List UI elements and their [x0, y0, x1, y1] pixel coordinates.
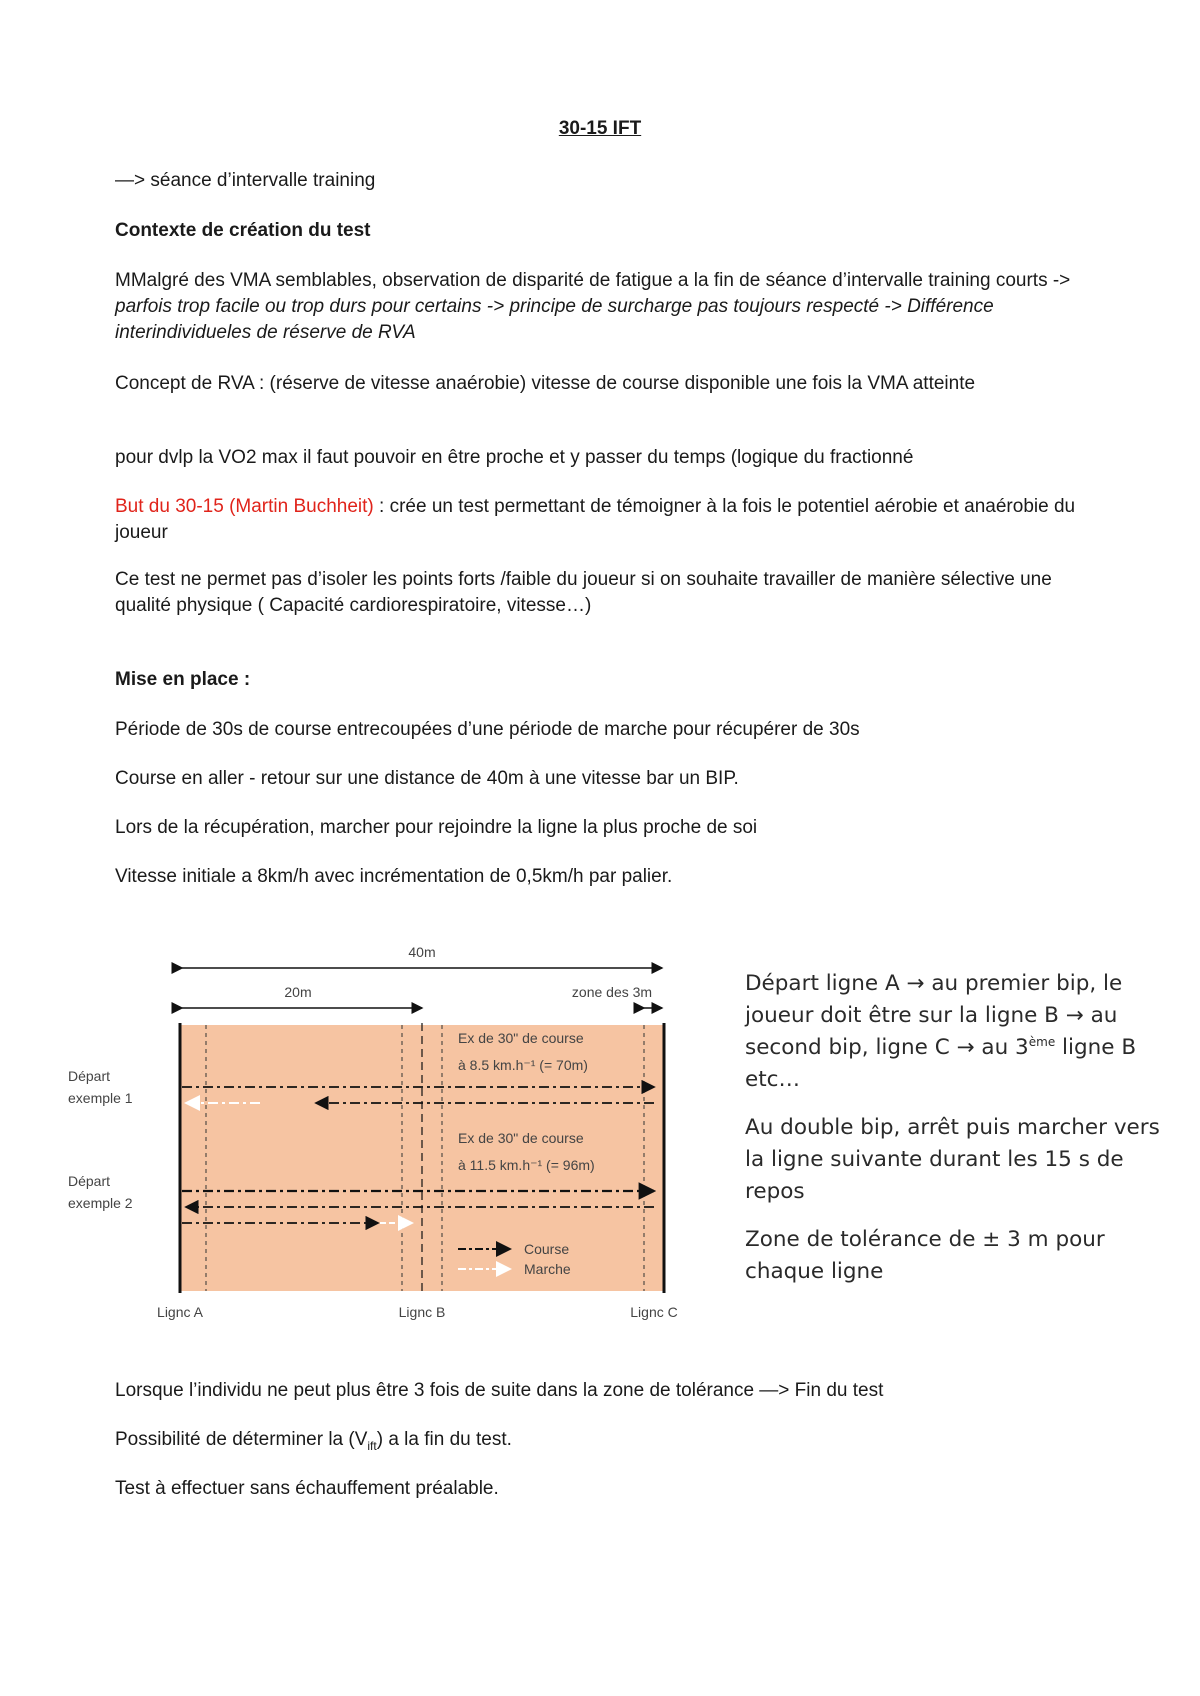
setup-item: Période de 30s de course entrecoupées d’une période de marche pour récupérer de 30s	[115, 719, 860, 740]
explanation-paragraph-2: Au double bip, arrêt puis marcher vers la ligne suivante durant les 15 s de repos	[745, 1115, 1160, 1204]
rva-paragraph: Concept de RVA : (réserve de vitesse anaérobie) vitesse de course disponible une fois la VMA atteinte	[115, 373, 976, 394]
end-paragraph: Lorsque l’individu ne peut plus être 3 fois de suite dans la zone de tolérance —> Fin du test	[115, 1380, 884, 1401]
subscript: ift	[367, 1438, 377, 1453]
explanation-paragraph-1	[745, 968, 1165, 1096]
legend-marche-label: Marche	[524, 1261, 571, 1277]
example1-line2: à 8.5 km.h⁻¹ (= 70m)	[458, 1057, 588, 1073]
context-text: MMalgré des VMA semblables, observation de disparité de fatigue a la fin de séance d’intervalle training courts ->	[115, 270, 1071, 291]
example2-line1: Ex de 30" de course	[458, 1130, 584, 1146]
diagram-explanation	[745, 968, 1165, 1288]
setup-heading: Mise en place :	[115, 669, 251, 690]
setup-item: Vitesse initiale a 8km/h avec incrémentation de 0,5km/h par palier.	[115, 866, 673, 887]
explanation-paragraph-3: Zone de tolérance de ± 3 m pour chaque ligne	[745, 1227, 1105, 1284]
explanation-text: ligne B etc…	[745, 1035, 1137, 1092]
example1-line1: Ex de 30" de course	[458, 1030, 584, 1046]
dimension-20m-label: 20m	[284, 984, 312, 1000]
vift-text: Possibilité de déterminer la (V	[115, 1429, 368, 1450]
depart2-label: Départ	[68, 1173, 111, 1189]
vift-paragraph	[115, 1427, 1105, 1453]
example2-line2: à 11.5 km.h⁻¹ (= 96m)	[458, 1157, 595, 1173]
depart2-label-2: exemple 2	[68, 1195, 133, 1211]
isolate-paragraph: Ce test ne permet pas d’isoler les points forts /faible du joueur si on souhaite travailler de manière sélective une qualité physique ( Capacité cardiorespiratoire, vitesse…)	[115, 569, 1052, 616]
context-heading: Contexte de création du test	[115, 220, 371, 241]
vo2-paragraph: pour dvlp la VO2 max il faut pouvoir en être proche et y passer du temps (logique du fractionné	[115, 447, 914, 468]
setup-item: Lors de la récupération, marcher pour rejoindre la ligne la plus proche de soi	[115, 817, 758, 838]
context-paragraph	[115, 268, 1105, 346]
subtitle: —> séance d’intervalle training	[115, 170, 376, 191]
goal-red-text: But du 30-15 (Martin Buchheit)	[115, 496, 374, 517]
legend-course-label: Course	[524, 1241, 570, 1257]
goal-text: : crée un test permettant de témoigner à la fois le potentiel aérobie et anaérobie du joueur	[115, 496, 1076, 543]
dimension-40m-label: 40m	[408, 944, 436, 960]
context-italic-text: parfois trop facile ou trop durs pour certains -> principe de surcharge pas toujours respecté -> Différence interindividueles de réserve de RVA	[115, 296, 994, 343]
vift-text: ) a la fin du test.	[376, 1429, 512, 1450]
warmup-paragraph: Test à effectuer sans échauffement préalable.	[115, 1478, 499, 1499]
zone-3m-label: zone des 3m	[571, 984, 653, 1000]
explanation-text: Départ ligne A → au premier bip, le joueur doit être sur la ligne B → au second bip, ligne C → au 3	[745, 971, 1123, 1060]
depart1-label: Départ	[68, 1068, 111, 1084]
line-b-label: Lignc B	[398, 1304, 446, 1320]
line-a-label: Lignc A	[157, 1304, 203, 1320]
superscript: ème	[1028, 1034, 1056, 1049]
line-c-label: Lignc C	[630, 1304, 678, 1320]
setup-item: Course en aller - retour sur une distance de 40m à une vitesse bar un BIP.	[115, 768, 739, 789]
page-title: 30-15 IFT	[558, 118, 642, 139]
goal-paragraph	[115, 494, 1105, 546]
shuttle-diagram	[60, 925, 700, 1325]
depart1-label-2: exemple 1	[68, 1090, 133, 1106]
